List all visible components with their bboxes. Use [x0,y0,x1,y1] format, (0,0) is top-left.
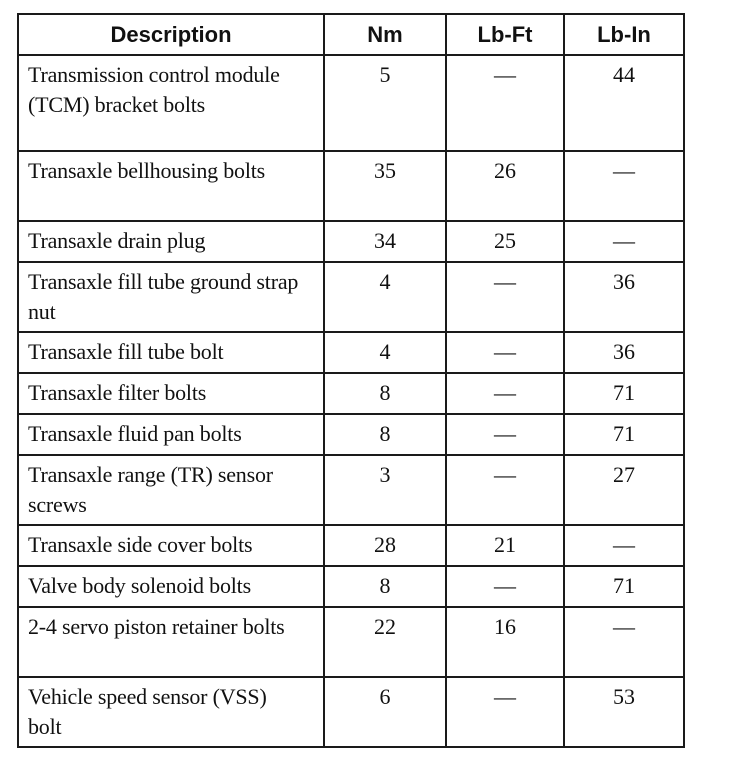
nm-cell: 4 [324,332,446,373]
description-cell: Transaxle fill tube bolt [18,332,324,373]
lb-ft-cell: — [446,332,564,373]
lb-ft-cell: — [446,373,564,414]
lb-in-cell: — [564,525,684,566]
table-row [18,332,684,373]
lb-in-cell: 27 [564,455,684,525]
header-lb-in: Lb-In [564,14,684,55]
description-cell: Transaxle filter bolts [18,373,324,414]
table-row [18,262,684,332]
lb-ft-cell: 26 [446,151,564,221]
nm-cell: 8 [324,373,446,414]
lb-ft-cell: 21 [446,525,564,566]
header-row [18,14,684,55]
lb-in-cell: — [564,221,684,262]
table-row [18,55,684,151]
nm-cell: 8 [324,414,446,455]
lb-ft-cell: — [446,677,564,747]
nm-cell: 22 [324,607,446,677]
table-row [18,373,684,414]
description-cell: Transaxle fill tube ground strap nut [18,262,324,332]
lb-ft-cell: 25 [446,221,564,262]
nm-cell: 28 [324,525,446,566]
table-row [18,151,684,221]
nm-cell: 4 [324,262,446,332]
lb-in-cell: 36 [564,332,684,373]
table-row [18,221,684,262]
lb-ft-cell: — [446,55,564,151]
lb-in-cell: 71 [564,566,684,607]
header-nm: Nm [324,14,446,55]
description-cell: 2-4 servo piston retainer bolts [18,607,324,677]
nm-cell: 35 [324,151,446,221]
nm-cell: 34 [324,221,446,262]
header-description: Description [18,14,324,55]
lb-ft-cell: — [446,455,564,525]
description-cell: Transaxle range (TR) sensor screws [18,455,324,525]
nm-cell: 3 [324,455,446,525]
lb-in-cell: 44 [564,55,684,151]
table-row [18,455,684,525]
description-cell: Transaxle side cover bolts [18,525,324,566]
lb-in-cell: 71 [564,414,684,455]
table-row [18,525,684,566]
lb-in-cell: 53 [564,677,684,747]
lb-in-cell: — [564,607,684,677]
nm-cell: 8 [324,566,446,607]
lb-in-cell: 36 [564,262,684,332]
description-cell: Valve body solenoid bolts [18,566,324,607]
table-row [18,414,684,455]
description-cell: Vehicle speed sensor (VSS) bolt [18,677,324,747]
header-lb-ft: Lb-Ft [446,14,564,55]
table-row [18,607,684,677]
torque-spec-table [17,13,685,748]
lb-ft-cell: 16 [446,607,564,677]
nm-cell: 6 [324,677,446,747]
description-cell: Transmission control module (TCM) bracket bolts [18,55,324,151]
lb-in-cell: — [564,151,684,221]
nm-cell: 5 [324,55,446,151]
lb-ft-cell: — [446,262,564,332]
lb-ft-cell: — [446,414,564,455]
description-cell: Transaxle drain plug [18,221,324,262]
lb-in-cell: 71 [564,373,684,414]
description-cell: Transaxle fluid pan bolts [18,414,324,455]
table-row [18,677,684,747]
table-row [18,566,684,607]
description-cell: Transaxle bellhousing bolts [18,151,324,221]
lb-ft-cell: — [446,566,564,607]
